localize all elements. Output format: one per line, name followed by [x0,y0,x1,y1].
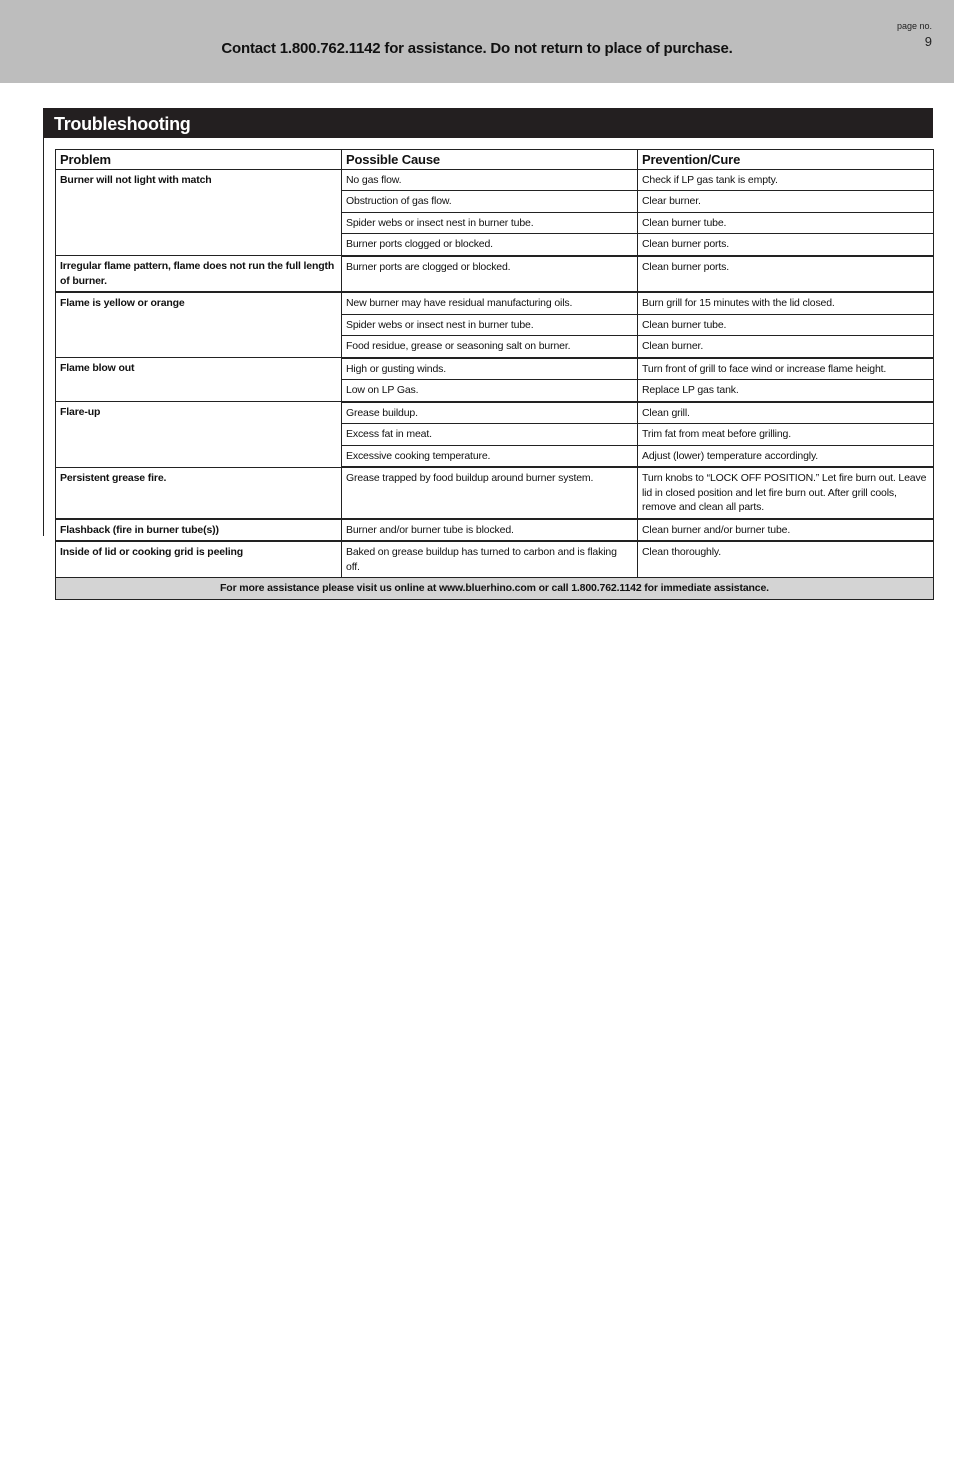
cause-cell: Food residue, grease or seasoning salt on burner. [342,336,638,358]
cause-cell: Burner ports clogged or blocked. [342,234,638,256]
cause-cell: Burner ports are clogged or blocked. [342,256,638,293]
section-header [43,108,933,138]
cure-cell: Burn grill for 15 minutes with the lid closed. [638,292,934,314]
problem-cell: Persistent grease fire. [56,467,342,519]
cause-cell: Spider webs or insect nest in burner tube. [342,212,638,234]
header-band [0,0,954,83]
cure-cell: Replace LP gas tank. [638,380,934,402]
table-row [56,169,934,191]
cause-cell: No gas flow. [342,169,638,191]
troubleshooting-table [55,149,934,600]
cause-cell: Baked on grease buildup has turned to carbon and is flaking off. [342,541,638,578]
contact-banner: Contact 1.800.762.1142 for assistance. Do not return to place of purchase. [221,40,733,57]
problem-cell: Irregular flame pattern, flame does not run the full length of burner. [56,256,342,293]
cause-cell: New burner may have residual manufacturing oils. [342,292,638,314]
cause-cell: Excessive cooking temperature. [342,445,638,467]
table-row [56,467,934,519]
problem-cell: Flame is yellow or orange [56,292,342,358]
page-number-label: page no. [896,21,932,31]
cure-cell: Clean grill. [638,402,934,424]
cure-cell: Trim fat from meat before grilling. [638,424,934,446]
cure-cell: Clear burner. [638,191,934,213]
cure-cell: Adjust (lower) temperature accordingly. [638,445,934,467]
table-footer-row [56,578,934,600]
table-row [56,292,934,314]
cause-cell: Obstruction of gas flow. [342,191,638,213]
table-body [56,169,934,599]
cause-cell: Spider webs or insect nest in burner tube. [342,314,638,336]
cure-cell: Turn knobs to “LOCK OFF POSITION.” Let fire burn out. Leave lid in closed position and let fire burn out. After grill cools, remove and clean all parts. [638,467,934,519]
column-header-cure: Prevention/Cure [638,150,934,170]
cause-cell: Low on LP Gas. [342,380,638,402]
cure-cell: Clean burner tube. [638,212,934,234]
cure-cell: Clean burner ports. [638,234,934,256]
cure-cell: Clean burner and/or burner tube. [638,519,934,542]
cure-cell: Clean burner tube. [638,314,934,336]
table-row [56,519,934,542]
cause-cell: High or gusting winds. [342,358,638,380]
cure-cell: Clean burner ports. [638,256,934,293]
table-row [56,358,934,380]
cure-cell: Clean burner. [638,336,934,358]
table-row [56,256,934,293]
cause-cell: Grease buildup. [342,402,638,424]
cause-cell: Grease trapped by food buildup around burner system. [342,467,638,519]
problem-cell: Flashback (fire in burner tube(s)) [56,519,342,542]
column-header-cause: Possible Cause [342,150,638,170]
cause-cell: Burner and/or burner tube is blocked. [342,519,638,542]
problem-cell: Burner will not light with match [56,169,342,256]
problem-cell: Inside of lid or cooking grid is peeling [56,541,342,578]
problem-cell: Flame blow out [56,358,342,402]
cure-cell: Check if LP gas tank is empty. [638,169,934,191]
section-title: Troubleshooting [54,114,191,134]
table-header-row [56,150,934,170]
problem-cell: Flare-up [56,402,342,468]
cause-cell: Excess fat in meat. [342,424,638,446]
cure-cell: Turn front of grill to face wind or increase flame height. [638,358,934,380]
page-number: 9 [924,34,932,49]
table-row [56,402,934,424]
column-header-problem: Problem [56,150,342,170]
section-left-rule [43,108,44,536]
assistance-note: For more assistance please visit us online at www.bluerhino.com or call 1.800.762.1142 for immediate assistance. [56,578,934,600]
table-row [56,541,934,578]
cure-cell: Clean thoroughly. [638,541,934,578]
